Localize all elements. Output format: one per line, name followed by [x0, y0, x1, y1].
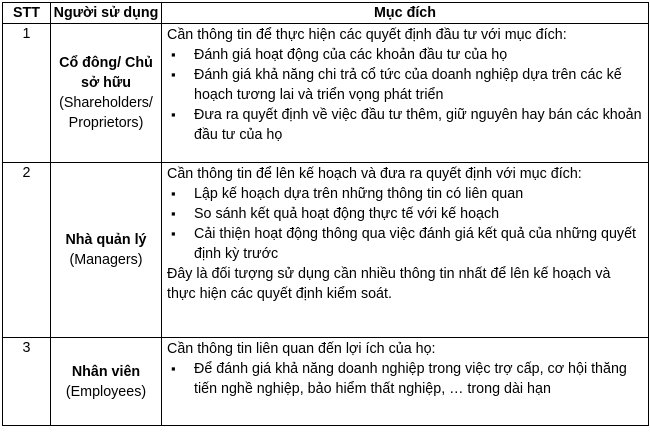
row-number: 1 — [3, 24, 51, 163]
header-row — [3, 3, 649, 24]
table-row — [3, 24, 649, 163]
purpose-cell — [162, 338, 649, 426]
purpose-note: Đây là đối tượng sử dụng cần nhiều thông tin nhất để lên kế hoạch và thực hiện các quyết định kiểm soát. — [167, 266, 611, 302]
purpose-list — [167, 184, 642, 264]
purpose-bullet: ▪ Để đánh giá khả năng doanh nghiệp trong việc trợ cấp, cơ hội thăng tiến nghề nghiệp, bảo hiểm thất nghiệp, … trong dài hạn — [167, 359, 642, 399]
table-row — [3, 338, 649, 426]
purpose-list — [167, 45, 642, 145]
purpose-intro: Cần thông tin để thực hiện các quyết định đầu tư với mục đích: — [167, 27, 567, 43]
purpose-bullet: ▪ So sánh kết quả hoạt động thực tế với kế hoạch — [167, 204, 642, 224]
purpose-bullet: ▪ Cải thiện hoạt động thông qua việc đánh giá kết quả của những quyết định kỳ trước — [167, 224, 642, 264]
table-row — [3, 163, 649, 338]
users-purpose-table — [2, 2, 649, 426]
user-cell — [51, 24, 162, 163]
purpose-cell — [162, 24, 649, 163]
purpose-bullet: ▪ Lập kế hoạch dựa trên những thông tin có liên quan — [167, 184, 642, 204]
row-number: 2 — [3, 163, 51, 338]
purpose-intro: Cần thông tin liên quan đến lợi ích của họ: — [167, 341, 436, 357]
user-name: Nhân viên — [71, 363, 141, 380]
row-number: 3 — [3, 338, 51, 426]
user-cell — [51, 163, 162, 338]
purpose-cell — [162, 163, 649, 338]
purpose-bullet: ▪ Đánh giá hoạt động của các khoản đầu tư của họ — [167, 45, 642, 65]
purpose-list — [167, 359, 642, 399]
purpose-intro: Cần thông tin để lên kế hoạch và đưa ra quyết định với mục đích: — [167, 166, 582, 182]
header-purpose: Mục đích — [162, 3, 649, 24]
user-name: Cổ đông/ Chủ sở hữu — [59, 55, 153, 91]
purpose-bullet: ▪ Đưa ra quyết định về việc đầu tư thêm, giữ nguyên hay bán các khoản đầu tư của họ — [167, 105, 642, 145]
user-english: (Employees) — [65, 383, 147, 400]
user-cell — [51, 338, 162, 426]
header-stt: STT — [3, 3, 51, 24]
header-user: Người sử dụng — [51, 3, 162, 24]
purpose-bullet: ▪ Đánh giá khả năng chi trả cổ tức của doanh nghiệp dựa trên các kế hoạch tương lai và triển vọng phát triển — [167, 65, 642, 105]
user-name: Nhà quản lý — [65, 232, 147, 248]
user-english: (Managers) — [69, 252, 143, 268]
user-english: (Shareholders/ Proprietors) — [59, 95, 153, 131]
